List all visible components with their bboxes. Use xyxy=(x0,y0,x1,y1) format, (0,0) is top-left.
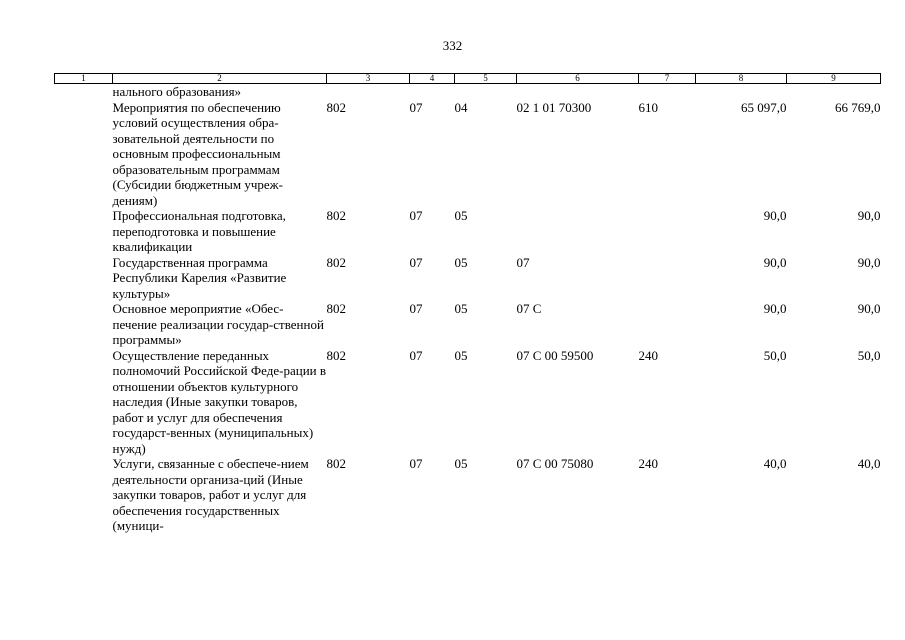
row-subsection: 05 xyxy=(454,456,468,471)
row-amount-year-2: 50,0 xyxy=(857,347,881,363)
table-row xyxy=(55,84,881,100)
row-target-article xyxy=(517,84,639,100)
row-section: 07 xyxy=(409,254,423,270)
budget-table xyxy=(54,73,881,534)
row-subsection: 05 xyxy=(454,301,468,316)
row-amount-year-2: 90,0 xyxy=(857,208,881,223)
row-name: Мероприятия по обеспечению условий осуществления обра-зовательной деятельности по основным профессиональным образовательным программам (Субсидии бюджетным учреж-дениям) xyxy=(112,99,283,208)
row-name: Основное мероприятие «Обес-печение реализации государ-ственной программы» xyxy=(112,301,324,347)
row-name: нального образования» xyxy=(112,84,242,99)
page-number: 332 xyxy=(442,38,463,53)
row-subsection: 05 xyxy=(454,208,468,223)
row-ministry-code xyxy=(327,84,410,100)
table-row xyxy=(55,348,881,457)
row-expense-type: 610 xyxy=(638,99,658,115)
row-section: 07 xyxy=(409,208,423,223)
row-section: 07 xyxy=(409,99,423,115)
table-row xyxy=(55,100,881,209)
row-amount-year-1: 90,0 xyxy=(763,301,787,316)
table-row xyxy=(55,456,881,534)
row-expense-type xyxy=(639,255,696,302)
row-target-article: 07 С 00 75080 xyxy=(516,456,594,471)
column-header-7: 7 xyxy=(639,74,696,84)
column-header-4: 4 xyxy=(410,74,455,84)
row-name: Услуги, связанные с обеспече-нием деятельности организа-ций (Иные закупки товаров, работ и услуг для обеспечения государственных (муници- xyxy=(112,456,309,533)
row-target-article: 02 1 01 70300 xyxy=(516,99,592,115)
row-section: 07 xyxy=(409,301,423,316)
row-amount-year-2 xyxy=(787,84,881,100)
table-row xyxy=(55,255,881,302)
row-name: Профессиональная подготовка, переподготовка и повышение квалификации xyxy=(112,208,286,254)
column-header-3: 3 xyxy=(327,74,410,84)
row-ministry-code: 802 xyxy=(326,456,346,471)
row-amount-year-2: 40,0 xyxy=(857,456,881,471)
row-amount-year-1 xyxy=(696,84,787,100)
row-amount-year-1: 90,0 xyxy=(763,254,787,270)
row-target-article xyxy=(517,208,639,255)
row-section xyxy=(410,84,455,100)
row-ministry-code: 802 xyxy=(326,301,346,316)
row-amount-year-2: 66 769,0 xyxy=(835,99,881,115)
table-row xyxy=(55,301,881,348)
row-target-article: 07 xyxy=(516,254,530,270)
row-ministry-code: 802 xyxy=(326,208,346,223)
row-section: 07 xyxy=(409,456,423,471)
column-header-2: 2 xyxy=(113,74,327,84)
row-amount-year-1: 65 097,0 xyxy=(741,99,787,115)
row-amount-year-2: 90,0 xyxy=(857,301,881,316)
row-amount-year-1: 50,0 xyxy=(763,347,787,363)
row-subsection: 04 xyxy=(454,99,468,115)
row-ministry-code: 802 xyxy=(326,254,346,270)
column-number-header-row xyxy=(55,74,881,84)
row-ministry-code: 802 xyxy=(326,99,346,115)
row-name: Осуществление переданных полномочий Российской Феде-рации в отношении объектов культурного наследия (Иные закупки товаров, работ и услуг для обеспечения государст-венных (муниципальных) нужд) xyxy=(112,347,327,456)
row-subsection xyxy=(455,84,517,100)
table-row xyxy=(55,208,881,255)
row-expense-type: 240 xyxy=(638,456,658,471)
row-amount-year-1: 40,0 xyxy=(763,456,787,471)
row-expense-type xyxy=(639,84,696,100)
row-expense-type xyxy=(639,208,696,255)
row-ministry-code: 802 xyxy=(326,347,346,363)
row-expense-type: 240 xyxy=(638,347,658,363)
row-amount-year-2: 90,0 xyxy=(857,254,881,270)
column-header-8: 8 xyxy=(696,74,787,84)
row-target-article: 07 С xyxy=(516,301,542,316)
row-subsection: 05 xyxy=(454,254,468,270)
column-header-1: 1 xyxy=(55,74,113,84)
row-section: 07 xyxy=(409,347,423,363)
row-name: Государственная программа Республики Карелия «Развитие культуры» xyxy=(112,254,287,301)
row-target-article: 07 С 00 59500 xyxy=(516,347,594,363)
row-subsection: 05 xyxy=(454,347,468,363)
column-header-5: 5 xyxy=(455,74,517,84)
row-expense-type xyxy=(639,301,696,348)
column-header-6: 6 xyxy=(517,74,639,84)
row-amount-year-1: 90,0 xyxy=(763,208,787,223)
column-header-9: 9 xyxy=(787,74,881,84)
